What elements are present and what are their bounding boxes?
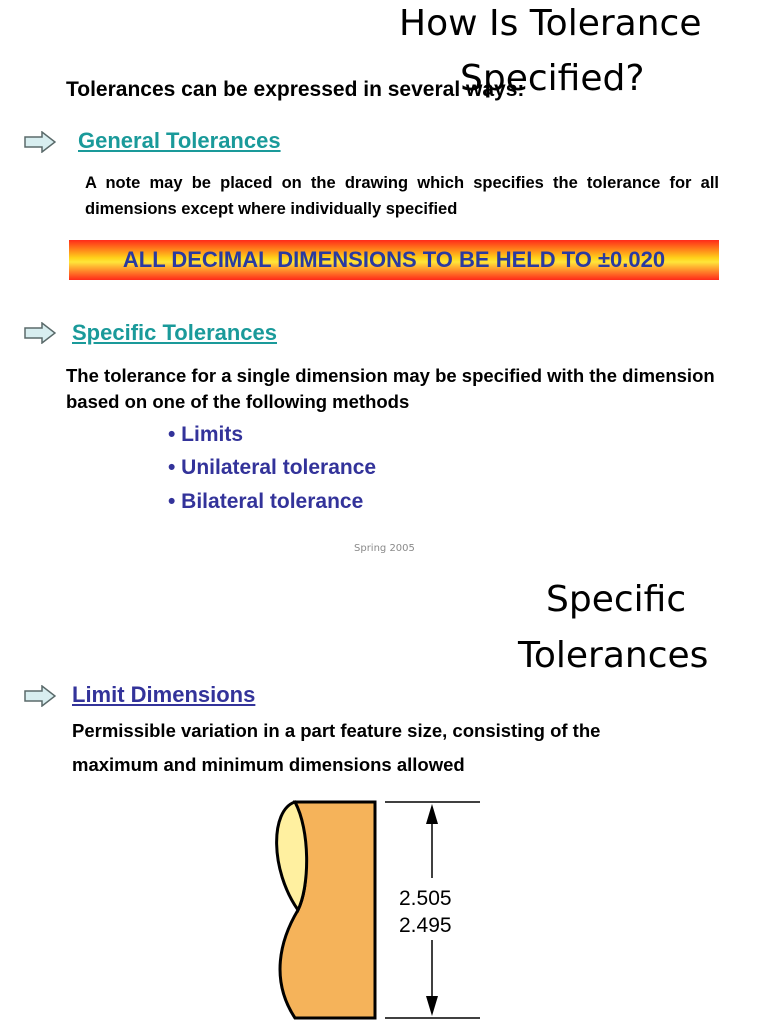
arrow-right-icon xyxy=(24,322,56,344)
slide2-title-line2: Tolerances xyxy=(518,635,709,676)
general-tolerances-body: A note may be placed on the drawing which specifies the tolerance for all dimensions except where individually specified xyxy=(85,174,719,218)
slide1-title-line1: How Is Tolerance xyxy=(399,3,702,44)
slide-footer: Spring 2005 xyxy=(354,543,415,554)
lower-limit-value: 2.495 xyxy=(399,914,452,937)
slide1-title-line2: Specified? xyxy=(460,58,645,99)
intro-text: Tolerances can be expressed in several ways: xyxy=(66,78,525,101)
method-limits: • Limits xyxy=(168,423,244,446)
slide2-title-line1: Specific xyxy=(546,579,687,620)
general-tolerance-banner: ALL DECIMAL DIMENSIONS TO BE HELD TO ±0.020 xyxy=(69,240,719,280)
limit-dimension-diagram xyxy=(260,790,500,1024)
method-unilateral: • Unilateral tolerance xyxy=(168,456,377,479)
method-bilateral: • Bilateral tolerance xyxy=(168,490,364,513)
limit-dimensions-body-line1: Permissible variation in a part feature size, consisting of the xyxy=(72,720,601,741)
part-end-face xyxy=(277,802,307,910)
upper-limit-value: 2.505 xyxy=(399,887,452,910)
general-tolerances-heading[interactable]: General Tolerances xyxy=(78,128,281,153)
arrow-right-icon xyxy=(24,685,56,707)
specific-tolerances-body: The tolerance for a single dimension may be specified with the dimension based on one of the following methods xyxy=(66,365,731,412)
dimension-arrow-up-icon xyxy=(426,804,438,824)
specific-tolerances-heading[interactable]: Specific Tolerances xyxy=(72,320,278,345)
limit-dimensions-heading[interactable]: Limit Dimensions xyxy=(72,682,256,707)
dimension-arrow-down-icon xyxy=(426,996,438,1016)
limit-dimensions-body-line2: maximum and minimum dimensions allowed xyxy=(72,754,465,775)
arrow-right-icon xyxy=(24,131,56,153)
